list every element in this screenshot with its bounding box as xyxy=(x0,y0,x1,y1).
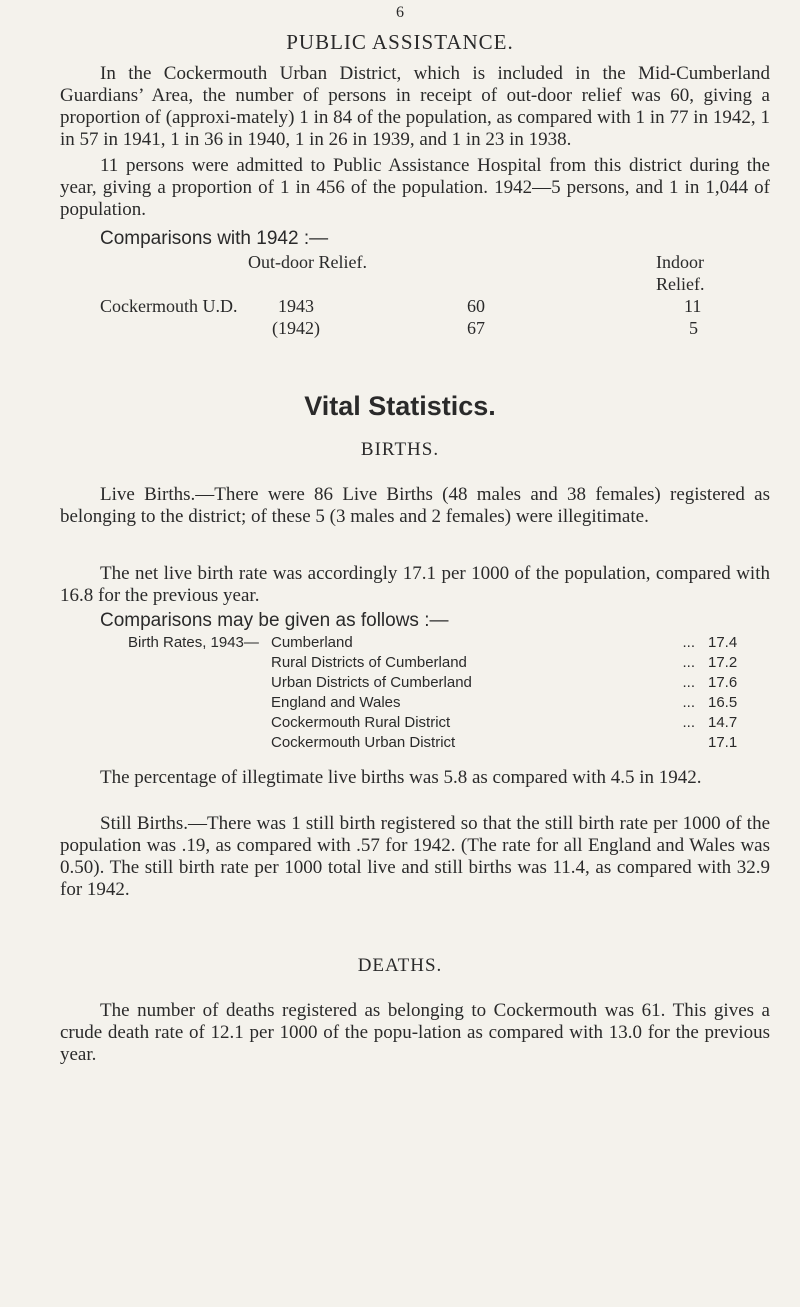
birth-rate-label: Cumberland xyxy=(271,634,353,651)
birth-rate-value: 16.5 xyxy=(708,694,738,711)
birth-rate-label: Cockermouth Urban District xyxy=(271,734,456,751)
page-number: 6 xyxy=(396,4,404,21)
live-births-paragraph: Live Births.—There were 86 Live Births (48 males and 38 females) registered as belonging to the district; of these 5 (3 males and 2 females) were illegitimate. xyxy=(60,484,770,527)
comparison-outdoor-value: 60 xyxy=(467,296,485,316)
comparison-row-label: Cockermouth U.D. xyxy=(100,296,238,316)
birth-rate-label: Rural Districts of Cumberland xyxy=(271,654,467,671)
vital-statistics-title: Vital Statistics. xyxy=(304,391,496,421)
still-births-paragraph: Still Births.—There was 1 still birth registered so that the still birth rate per 1000 of the population was .19, as compared with .57 for 1942. (The rate for all England and Wales was 0.50). The still birth rate per 1000 total live and still births was 11.4, as compared with 32.9 for 1942. xyxy=(60,813,770,900)
indoor-relief-header-line-1: Indoor xyxy=(656,252,704,272)
leader-dots: ... xyxy=(682,694,695,711)
birth-rate-label: England and Wales xyxy=(271,694,401,711)
birth-rate-paragraph: The net live birth rate was accordingly 17.1 per 1000 of the population, compared with 16.8 for the previous year. xyxy=(60,563,770,606)
birth-rate-row xyxy=(128,694,750,714)
illegitimate-percentage-paragraph: The percentage of illegtimate live births was 5.8 as compared with 4.5 in 1942. xyxy=(100,767,702,788)
birth-rate-value: 14.7 xyxy=(708,714,738,731)
births-heading: BIRTHS. xyxy=(360,439,440,460)
leader-dots: ... xyxy=(682,714,695,731)
birth-rate-row xyxy=(128,714,750,734)
comparison-year: 1943 xyxy=(278,296,314,316)
comparison-indoor-value: 11 xyxy=(684,296,702,316)
comparison-year: (1942) xyxy=(272,318,320,338)
deaths-paragraph: The number of deaths registered as belonging to Cockermouth was 61. This gives a crude death rate of 12.1 per 1000 of the popu-lation as compared with 13.0 for the previous year. xyxy=(60,1000,770,1065)
comparison-outdoor-value: 67 xyxy=(467,318,485,338)
leader-dots: ... xyxy=(682,674,695,691)
birth-rate-value: 17.6 xyxy=(708,674,738,691)
comparison-heading: Comparisons with 1942 :— xyxy=(100,228,329,249)
birth-rate-label: Urban Districts of Cumberland xyxy=(271,674,472,691)
deaths-heading: DEATHS. xyxy=(357,955,443,976)
birth-rate-value: 17.1 xyxy=(708,734,738,751)
birth-rate-row xyxy=(128,654,750,674)
birth-rate-label: Cockermouth Rural District xyxy=(271,714,451,731)
leader-dots: ... xyxy=(682,654,695,671)
birth-rates-table xyxy=(128,634,750,754)
public-assistance-paragraph-1: In the Cockermouth Urban District, which is included in the Mid-Cumberland Guardians’ Area, the number of persons in receipt of out-door relief was 60, giving a proportion of (approxi-mately) 1 in 84 of the population, as compared with 1 in 77 in 1942, 1 in 57 in 1941, 1 in 36 in 1940, 1 in 26 in 1939, and 1 in 23 in 1938. xyxy=(60,63,770,150)
birth-rates-prefix: Birth Rates, 1943— xyxy=(128,634,259,651)
birth-rate-row xyxy=(128,634,750,654)
birth-rate-row xyxy=(128,674,750,694)
birth-comparisons-heading: Comparisons may be given as follows :— xyxy=(100,610,449,631)
outdoor-relief-header: Out-door Relief. xyxy=(248,252,367,272)
birth-rate-row xyxy=(128,734,750,754)
leader-dots: ... xyxy=(682,634,695,651)
birth-rate-value: 17.2 xyxy=(708,654,738,671)
public-assistance-paragraph-2: 11 persons were admitted to Public Assistance Hospital from this district during the year, giving a proportion of 1 in 456 of the population. 1942—5 persons, and 1 in 1,044 of population. xyxy=(60,155,770,220)
indoor-relief-header-line-2: Relief. xyxy=(656,274,705,294)
birth-rate-value: 17.4 xyxy=(708,634,738,651)
comparison-indoor-value: 5 xyxy=(689,318,698,338)
section-title: PUBLIC ASSISTANCE. xyxy=(286,30,514,54)
